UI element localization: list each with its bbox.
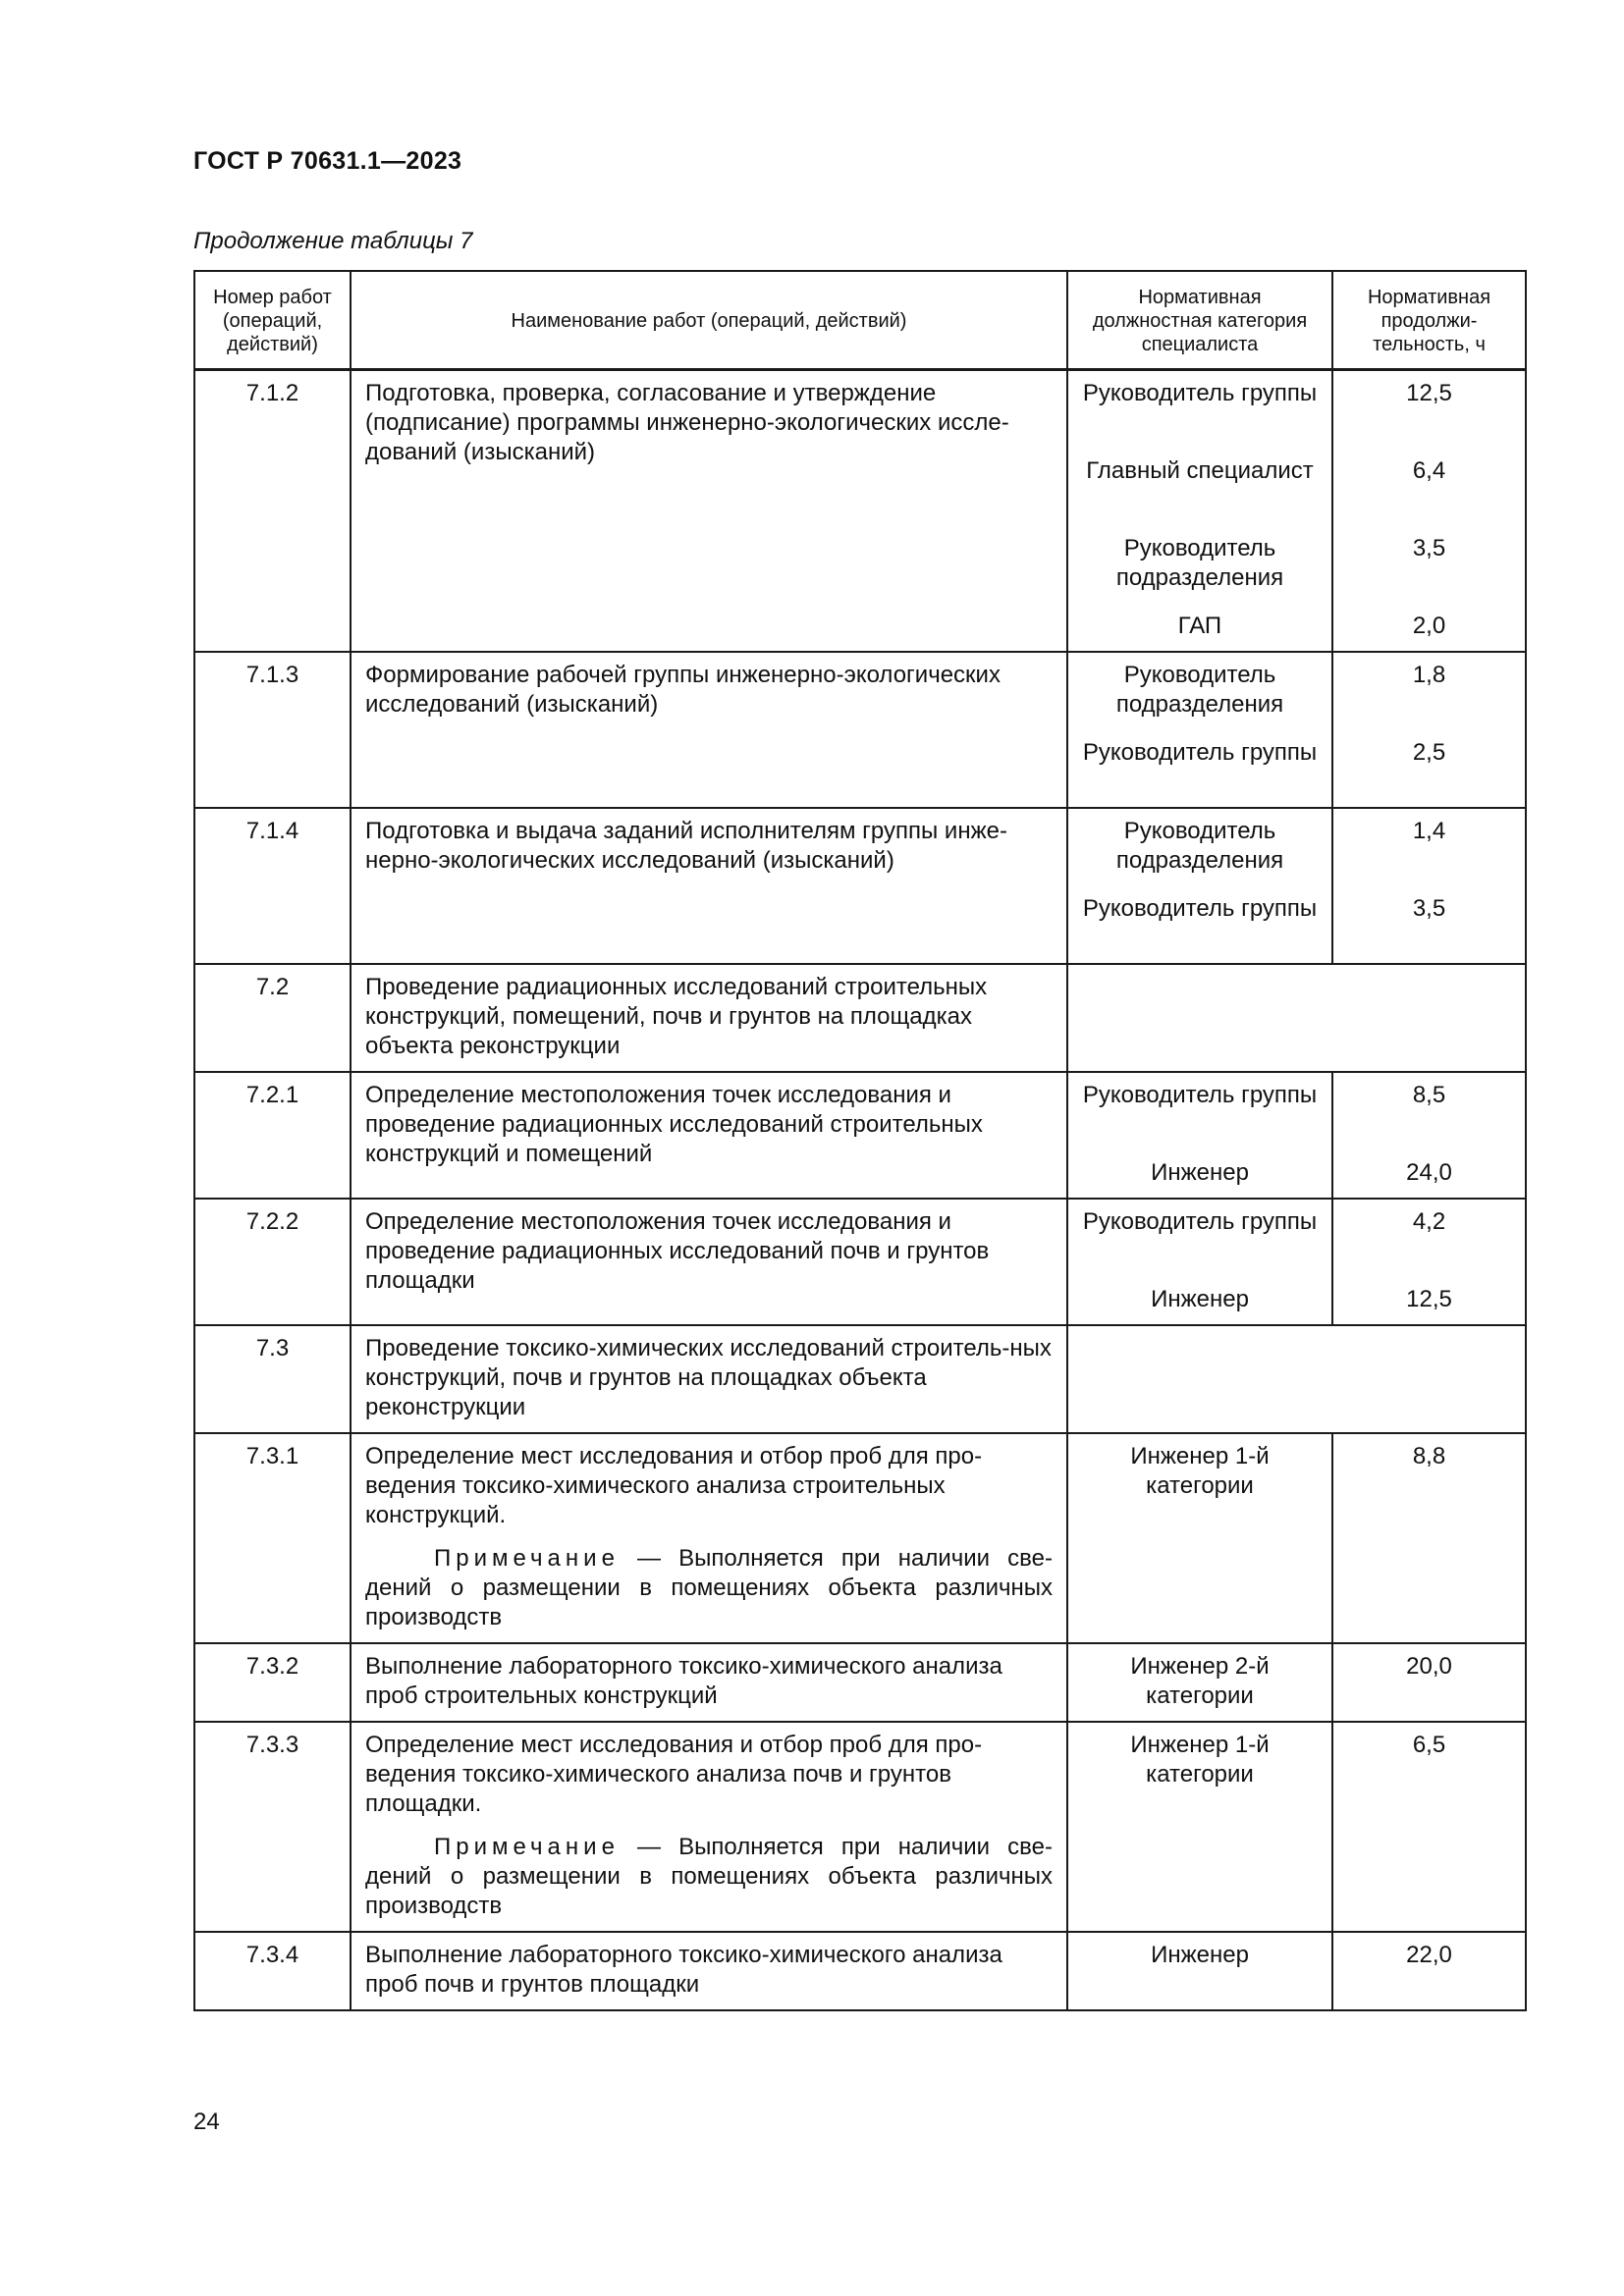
table-row bbox=[194, 1932, 1526, 2010]
category-entry: Инженер 2-й категории bbox=[1130, 1653, 1270, 1709]
work-number: 7.3.1 bbox=[194, 1433, 351, 1643]
table-body bbox=[194, 370, 1526, 2011]
category-entry: Руководитель группы bbox=[1082, 895, 1318, 922]
note bbox=[365, 1833, 1053, 1921]
work-name-cell bbox=[351, 1722, 1067, 1932]
duration-cell bbox=[1332, 1932, 1526, 2010]
work-number: 7.2.1 bbox=[194, 1072, 351, 1199]
work-name-cell bbox=[351, 1433, 1067, 1643]
work-number: 7.3.4 bbox=[194, 1932, 351, 2010]
column-header-duration: Нормативная продолжи-тельность, ч bbox=[1332, 271, 1526, 370]
work-name: Проведение токсико-химических исследований строитель-ных конструкций, почв и грунтов на площадках объекта реконструкции bbox=[351, 1325, 1067, 1433]
category-cell bbox=[1067, 1722, 1332, 1932]
category-entry: ГАП bbox=[1177, 613, 1222, 639]
duration-cell bbox=[1332, 652, 1526, 808]
category-entry: Инженер 1-й категории bbox=[1130, 1732, 1270, 1788]
duration-cell bbox=[1332, 1072, 1526, 1199]
note-text: — Выполняется при наличии све-дений о размещении в помещениях объекта различных производств bbox=[365, 1545, 1053, 1630]
work-name: Проведение радиационных исследований строительных конструкций, помещений, почв и грунтов на площадках объекта реконструкции bbox=[351, 964, 1067, 1072]
duration-entry: 8,5 bbox=[1412, 1082, 1446, 1108]
category-cell bbox=[1067, 1072, 1332, 1199]
table-row bbox=[194, 652, 1526, 808]
table-caption: Продолжение таблицы 7 bbox=[193, 228, 473, 254]
duration-entry: 6,4 bbox=[1412, 457, 1446, 484]
category-entry: Руководитель подразделения bbox=[1115, 818, 1284, 874]
note bbox=[365, 1544, 1053, 1632]
category-cell bbox=[1067, 652, 1332, 808]
work-number: 7.1.3 bbox=[194, 652, 351, 808]
table-header bbox=[194, 271, 1526, 370]
category-entry: Руководитель подразделения bbox=[1115, 535, 1284, 591]
work-name: Подготовка, проверка, согласование и утверждение (подписание) программы инженерно-экологических иссле-дований (изысканий) bbox=[351, 370, 1067, 653]
duration-entry: 24,0 bbox=[1406, 1159, 1452, 1186]
column-header-number: Номер работ (операций, действий) bbox=[194, 271, 351, 370]
document-code: ГОСТ Р 70631.1—2023 bbox=[193, 147, 462, 175]
note-label: Примечание bbox=[434, 1834, 620, 1860]
header-row bbox=[194, 271, 1526, 370]
work-number: 7.1.4 bbox=[194, 808, 351, 964]
work-name: Подготовка и выдача заданий исполнителям группы инже-нерно-экологических исследований (изысканий) bbox=[351, 808, 1067, 964]
duration-entry: 4,2 bbox=[1412, 1208, 1446, 1235]
duration-entry: 20,0 bbox=[1406, 1653, 1452, 1680]
category-entry: Руководитель группы bbox=[1082, 1082, 1318, 1108]
table-row-section bbox=[194, 964, 1526, 1072]
category-cell bbox=[1067, 1932, 1332, 2010]
category-entry: Инженер bbox=[1151, 1159, 1249, 1186]
category-cell bbox=[1067, 808, 1332, 964]
duration-cell bbox=[1332, 1433, 1526, 1643]
column-header-category: Нормативная должностная категория специалиста bbox=[1067, 271, 1332, 370]
note-text: — Выполняется при наличии све-дений о размещении в помещениях объекта различных производств bbox=[365, 1834, 1053, 1919]
empty-merged-cell bbox=[1067, 964, 1526, 1072]
work-name: Определение мест исследования и отбор проб для про-ведения токсико-химического анализа почв и грунтов площадки. bbox=[365, 1732, 983, 1817]
table-row bbox=[194, 1199, 1526, 1325]
category-entry: Руководитель группы bbox=[1082, 739, 1318, 766]
work-number: 7.1.2 bbox=[194, 370, 351, 653]
duration-cell bbox=[1332, 1199, 1526, 1325]
category-entry: Руководитель группы bbox=[1082, 1208, 1318, 1235]
duration-cell bbox=[1332, 808, 1526, 964]
work-number: 7.3 bbox=[194, 1325, 351, 1433]
category-cell bbox=[1067, 370, 1332, 653]
work-name: Определение местоположения точек исследования и проведение радиационных исследований почв и грунтов площадки bbox=[351, 1199, 1067, 1325]
norms-table bbox=[193, 270, 1527, 2011]
category-entry: Руководитель группы bbox=[1082, 380, 1318, 406]
category-entry: Инженер 1-й категории bbox=[1130, 1443, 1270, 1499]
category-entry: Инженер bbox=[1151, 1286, 1249, 1312]
category-entry: Инженер bbox=[1151, 1942, 1249, 1968]
work-number: 7.2 bbox=[194, 964, 351, 1072]
duration-entry: 3,5 bbox=[1412, 535, 1446, 561]
duration-entry: 22,0 bbox=[1406, 1942, 1452, 1968]
duration-entry: 12,5 bbox=[1406, 1286, 1452, 1312]
work-name: Определение мест исследования и отбор проб для про-ведения токсико-химического анализа строительных конструкций. bbox=[365, 1443, 983, 1528]
category-entry: Руководитель подразделения bbox=[1115, 662, 1284, 718]
note-label: Примечание bbox=[434, 1545, 620, 1572]
work-number: 7.2.2 bbox=[194, 1199, 351, 1325]
duration-entry: 8,8 bbox=[1412, 1443, 1446, 1469]
work-name: Выполнение лабораторного токсико-химического анализа проб строительных конструкций bbox=[351, 1643, 1067, 1722]
table-row bbox=[194, 1643, 1526, 1722]
duration-entry: 2,5 bbox=[1412, 739, 1446, 766]
duration-entry: 3,5 bbox=[1412, 895, 1446, 922]
column-header-name: Наименование работ (операций, действий) bbox=[351, 271, 1067, 370]
empty-merged-cell bbox=[1067, 1325, 1526, 1433]
table-row-section bbox=[194, 1325, 1526, 1433]
duration-entry: 12,5 bbox=[1406, 380, 1452, 406]
page-number: 24 bbox=[193, 2109, 220, 2135]
category-cell bbox=[1067, 1643, 1332, 1722]
work-name: Формирование рабочей группы инженерно-экологических исследований (изысканий) bbox=[351, 652, 1067, 808]
category-cell bbox=[1067, 1199, 1332, 1325]
work-name: Определение местоположения точек исследования и проведение радиационных исследований строительных конструкций и помещений bbox=[351, 1072, 1067, 1199]
duration-cell bbox=[1332, 1722, 1526, 1932]
table-row bbox=[194, 1433, 1526, 1643]
work-number: 7.3.3 bbox=[194, 1722, 351, 1932]
duration-cell bbox=[1332, 1643, 1526, 1722]
category-entry: Главный специалист bbox=[1086, 457, 1314, 484]
work-number: 7.3.2 bbox=[194, 1643, 351, 1722]
category-cell bbox=[1067, 1433, 1332, 1643]
table-row bbox=[194, 370, 1526, 653]
duration-entry: 1,8 bbox=[1412, 662, 1446, 688]
table-row bbox=[194, 1722, 1526, 1932]
table-row bbox=[194, 1072, 1526, 1199]
work-name: Выполнение лабораторного токсико-химического анализа проб почв и грунтов площадки bbox=[351, 1932, 1067, 2010]
table-row bbox=[194, 808, 1526, 964]
duration-cell bbox=[1332, 370, 1526, 653]
duration-entry: 1,4 bbox=[1412, 818, 1446, 844]
duration-entry: 6,5 bbox=[1412, 1732, 1446, 1758]
duration-entry: 2,0 bbox=[1412, 613, 1446, 639]
